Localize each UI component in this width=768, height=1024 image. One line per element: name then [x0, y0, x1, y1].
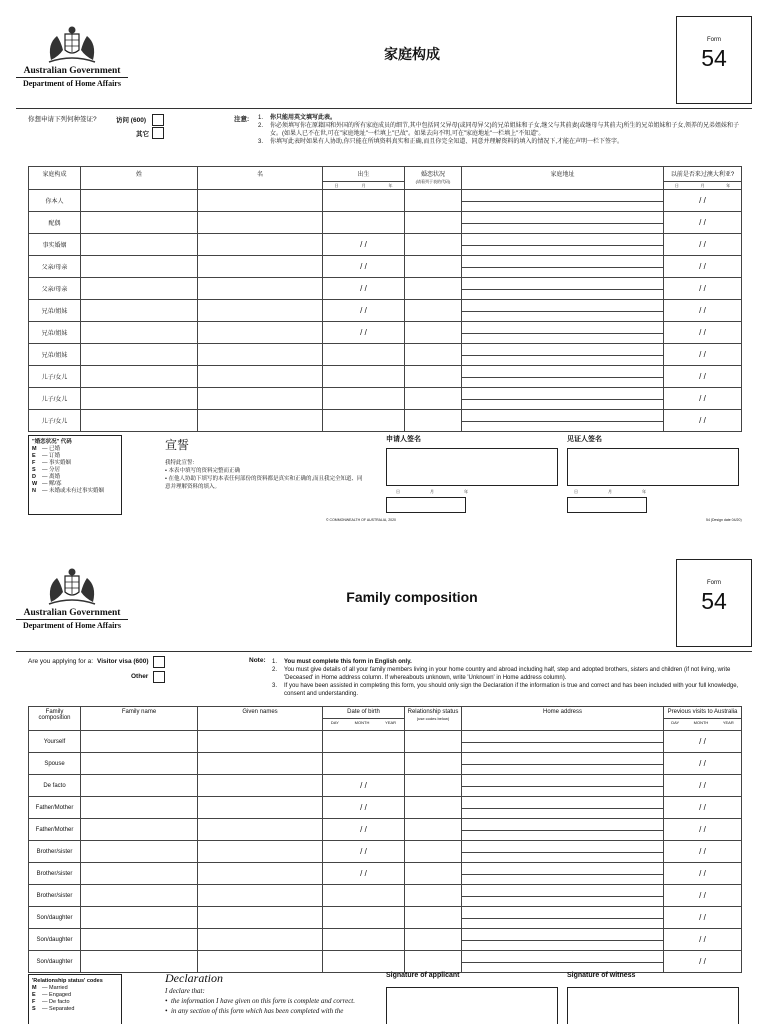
- zh-declaration: 宣誓 我特此宣誓: • 本表中填写的资料完整而正确 • 在他人协助下填写的本表任何部份的资料都是真实和正确的,而且我完全知道、同意并理解资料的填入。: [165, 436, 365, 491]
- visits-cell[interactable]: / /: [664, 256, 742, 278]
- dob-cell[interactable]: [323, 212, 405, 234]
- col-given-names: Given names: [198, 707, 323, 731]
- family-name-cell[interactable]: [81, 300, 198, 322]
- rel-status-cell[interactable]: [405, 234, 462, 256]
- note-3: 你填写此表时如果有人协助,你只能在所填资料真实和正确,而且你完全知道、同意并理解资料的填入的情况下,才能在声明一栏下签字。: [270, 139, 624, 145]
- family-name-cell[interactable]: [81, 731, 198, 753]
- home-address-cell[interactable]: [462, 388, 664, 410]
- home-address-cell[interactable]: [462, 863, 664, 885]
- col-composition: 家庭构成: [29, 167, 81, 190]
- table-row: [29, 863, 742, 885]
- family-name-cell[interactable]: [81, 841, 198, 863]
- table-row: [29, 410, 742, 432]
- department-name: Department of Home Affairs: [23, 621, 121, 630]
- col-given-names: 名: [198, 167, 323, 190]
- rel-status-cell[interactable]: [405, 863, 462, 885]
- rel-status-cell[interactable]: [405, 753, 462, 775]
- col-composition: Family composition: [29, 707, 81, 731]
- given-names-cell[interactable]: [198, 753, 323, 775]
- zh-sig-witness-label: 见证人签名: [567, 436, 602, 443]
- note-1: You must complete this form in English only.: [284, 659, 412, 665]
- en-visitor-visa-checkbox[interactable]: [153, 656, 165, 668]
- rel-status-cell[interactable]: [405, 256, 462, 278]
- family-member-label: 兄弟/姐妹: [29, 300, 81, 322]
- visits-cell[interactable]: / /: [664, 410, 742, 432]
- zh-note-label: 注意:: [234, 116, 250, 123]
- rel-status-cell[interactable]: [405, 929, 462, 951]
- en-note-label: Note:: [249, 657, 266, 664]
- family-member-label: De facto: [29, 775, 81, 797]
- dob-cell[interactable]: [323, 410, 405, 432]
- rel-status-cell[interactable]: [405, 731, 462, 753]
- table-row: [29, 344, 742, 366]
- zh-family-table: [28, 166, 742, 432]
- dob-cell[interactable]: / /: [323, 256, 405, 278]
- zh-option-other-label: 其它: [136, 131, 149, 138]
- department-name: Department of Home Affairs: [23, 79, 121, 88]
- zh-applicant-signature-field[interactable]: [386, 448, 558, 486]
- family-name-cell[interactable]: [81, 256, 198, 278]
- note-1: 你只能用英文填写此表。: [270, 115, 337, 121]
- rel-status-cell[interactable]: [405, 951, 462, 973]
- zh-form-number-box: [676, 16, 752, 104]
- en-top-rule: [16, 651, 752, 652]
- table-row: [29, 278, 742, 300]
- rel-status-cell[interactable]: [405, 190, 462, 212]
- table-row: [29, 753, 742, 775]
- home-address-cell[interactable]: [462, 344, 664, 366]
- given-names-cell[interactable]: [198, 797, 323, 819]
- dob-cell[interactable]: / /: [323, 322, 405, 344]
- en-sig-witness-label: Signature of witness: [567, 972, 636, 979]
- codes-heading: 'Relationship status' codes: [32, 978, 103, 984]
- note-3: If you have been assisted in completing this form, you should only sign the Declaration if the information is true and correct and has been included with your full knowledge, consent and understanding.: [284, 683, 739, 697]
- home-address-cell[interactable]: [462, 907, 664, 929]
- zh-codes-box: "婚恋状况" 代码 M — 已婚 E — 订婚 F — 事实婚姻 S — 分居 D — 离婚 W — 鳏/寡 N — 未婚或未有过事实婚姻: [28, 435, 122, 515]
- dob-cell[interactable]: / /: [323, 863, 405, 885]
- dob-cell[interactable]: [323, 907, 405, 929]
- given-names-cell[interactable]: [198, 322, 323, 344]
- form-label: Form: [707, 37, 721, 43]
- dob-cell[interactable]: / /: [323, 841, 405, 863]
- rel-status-cell[interactable]: [405, 366, 462, 388]
- family-name-cell[interactable]: [81, 344, 198, 366]
- en-other-visa-checkbox[interactable]: [153, 671, 165, 683]
- given-names-cell[interactable]: [198, 731, 323, 753]
- visits-cell[interactable]: / /: [664, 753, 742, 775]
- table-row: [29, 212, 742, 234]
- dob-cell[interactable]: [323, 753, 405, 775]
- rel-status-cell[interactable]: [405, 344, 462, 366]
- table-row: [29, 366, 742, 388]
- col-visits: 以前是否来过澳大利亚? 日 月 年: [664, 167, 742, 190]
- rel-status-cell[interactable]: [405, 885, 462, 907]
- zh-witness-signature-field[interactable]: [567, 448, 739, 486]
- zh-notes: 1. 你只能用英文填写此表。 2. 你必须填写你在原籍国和外国的所有家庭成员的细节,其中包括同父异母(或同母异父)的兄弟姐妹和子女,继父与其前妻(或继母与其前夫)所生的兄弟姐妹和子女,领养的兄弟姐妹和子女。(如果人已不在世,可在"家庭地址"一栏填上"已故"。如果去向不明,可在"家庭地址"一栏填上"不知道"。 3. 你填写此表时如果有人协助,你只能在所填资料真实和正确,而且你完全知道、同意并理解资料的填入的情况下,才能在声明一栏下签字。: [258, 114, 748, 146]
- rel-status-cell[interactable]: [405, 819, 462, 841]
- family-name-cell[interactable]: [81, 819, 198, 841]
- en-applicant-signature-field[interactable]: [386, 987, 558, 1024]
- visits-cell[interactable]: / /: [664, 841, 742, 863]
- form-number: 54: [701, 45, 727, 71]
- note-2: 你必须填写你在原籍国和外国的所有家庭成员的细节,其中包括同父异母(或同母异父)的兄弟姐妹和子女,继父与其前妻(或继母与其前夫)所生的兄弟姐妹和子女,领养的兄弟姐妹和子女。(如果人已不在世,可在"家庭地址"一栏填上"已故"。如果去向不明,可在"家庭地址"一栏填上"不知道"。: [270, 123, 739, 137]
- given-names-cell[interactable]: [198, 863, 323, 885]
- zh-option-visitor-label: 访问 (600): [116, 117, 146, 124]
- home-address-cell[interactable]: [462, 190, 664, 212]
- given-names-cell[interactable]: [198, 819, 323, 841]
- family-name-cell[interactable]: [81, 753, 198, 775]
- table-row: [29, 322, 742, 344]
- family-member-label: Son/daughter: [29, 907, 81, 929]
- rel-status-cell[interactable]: [405, 388, 462, 410]
- family-name-cell[interactable]: [81, 410, 198, 432]
- dob-cell[interactable]: / /: [323, 775, 405, 797]
- given-names-cell[interactable]: [198, 212, 323, 234]
- visits-cell[interactable]: / /: [664, 322, 742, 344]
- dob-cell[interactable]: [323, 951, 405, 973]
- home-address-cell[interactable]: [462, 841, 664, 863]
- family-member-label: 儿子/女儿: [29, 410, 81, 432]
- home-address-cell[interactable]: [462, 410, 664, 432]
- home-address-cell[interactable]: [462, 951, 664, 973]
- declaration-heading: Declaration: [165, 971, 223, 985]
- family-name-cell[interactable]: [81, 190, 198, 212]
- dob-cell[interactable]: / /: [323, 278, 405, 300]
- dob-cell[interactable]: [323, 190, 405, 212]
- home-address-cell[interactable]: [462, 300, 664, 322]
- given-names-cell[interactable]: [198, 907, 323, 929]
- family-name-cell[interactable]: [81, 388, 198, 410]
- visits-cell[interactable]: / /: [664, 929, 742, 951]
- home-address-cell[interactable]: [462, 819, 664, 841]
- family-member-label: Spouse: [29, 753, 81, 775]
- given-names-cell[interactable]: [198, 344, 323, 366]
- rel-status-cell[interactable]: [405, 300, 462, 322]
- rel-status-cell[interactable]: [405, 775, 462, 797]
- table-row: [29, 731, 742, 753]
- home-address-cell[interactable]: [462, 753, 664, 775]
- dob-cell[interactable]: / /: [323, 797, 405, 819]
- dob-cell[interactable]: [323, 731, 405, 753]
- given-names-cell[interactable]: [198, 775, 323, 797]
- zh-visitor-visa-checkbox[interactable]: [152, 114, 164, 126]
- table-row: [29, 819, 742, 841]
- en-notes: 1. You must complete this form in English only. 2. You must give details of all your family members living in your home country and abroad including half, step and adopted brothers, sisters and children (if not living, write 'Deceased' in Home address column. If whereabouts unknown, write 'Unknown' in Home address column). 3. If you have been assisted in completing this form, you should only sign the Declaration if the information is true and correct and has been included with your full knowledge, consent and understanding.: [272, 658, 742, 698]
- table-row: [29, 775, 742, 797]
- family-member-label: Yourself: [29, 731, 81, 753]
- home-address-cell[interactable]: [462, 731, 664, 753]
- en-witness-signature-field[interactable]: [567, 987, 739, 1024]
- rel-status-cell[interactable]: [405, 278, 462, 300]
- form-number: 54: [701, 588, 727, 614]
- family-name-cell[interactable]: [81, 863, 198, 885]
- table-row: [29, 929, 742, 951]
- home-address-cell[interactable]: [462, 885, 664, 907]
- family-member-label: 你本人: [29, 190, 81, 212]
- family-name-cell[interactable]: [81, 366, 198, 388]
- zh-form-title: 家庭构成: [384, 46, 440, 62]
- table-row: [29, 300, 742, 322]
- table-row: [29, 951, 742, 973]
- family-name-cell[interactable]: [81, 929, 198, 951]
- table-row: [29, 234, 742, 256]
- en-declaration: Declaration I declare that: • the information I have given on this form is complete and correct. • in any section of this form which has been completed with the: [165, 971, 380, 1016]
- family-member-label: 儿子/女儿: [29, 388, 81, 410]
- home-address-cell[interactable]: [462, 775, 664, 797]
- zh-sig-applicant-label: 申请人签名: [386, 436, 421, 443]
- family-member-label: Son/daughter: [29, 951, 81, 973]
- zh-logo: [16, 24, 128, 88]
- family-member-label: 父亲/母亲: [29, 278, 81, 300]
- zh-witness-date-field[interactable]: [567, 497, 647, 513]
- visits-cell[interactable]: / /: [664, 344, 742, 366]
- zh-applicant-date-field[interactable]: [386, 497, 466, 513]
- dob-cell[interactable]: [323, 388, 405, 410]
- col-family-name: 姓: [81, 167, 198, 190]
- home-address-cell[interactable]: [462, 212, 664, 234]
- family-name-cell[interactable]: [81, 212, 198, 234]
- table-row: [29, 841, 742, 863]
- col-dob: Date of birth DAY MONTH YEAR: [323, 707, 405, 731]
- family-member-label: Brother/sister: [29, 863, 81, 885]
- visits-cell[interactable]: / /: [664, 388, 742, 410]
- form-label: Form: [707, 580, 721, 586]
- family-name-cell[interactable]: [81, 234, 198, 256]
- dob-cell[interactable]: [323, 344, 405, 366]
- col-rel-status: Relationship status (use codes below): [405, 707, 462, 731]
- family-member-label: 事实婚姻: [29, 234, 81, 256]
- dob-cell[interactable]: [323, 366, 405, 388]
- home-address-cell[interactable]: [462, 256, 664, 278]
- visits-cell[interactable]: / /: [664, 234, 742, 256]
- visits-cell[interactable]: / /: [664, 731, 742, 753]
- family-name-cell[interactable]: [81, 907, 198, 929]
- given-names-cell[interactable]: [198, 234, 323, 256]
- dob-cell[interactable]: / /: [323, 300, 405, 322]
- zh-top-rule: [16, 108, 752, 109]
- given-names-cell[interactable]: [198, 410, 323, 432]
- col-rel-status: 婚恋状况 (请看列于表的代码): [405, 167, 462, 190]
- en-form-title: Family composition: [346, 589, 478, 605]
- table-row: [29, 190, 742, 212]
- home-address-cell[interactable]: [462, 366, 664, 388]
- visits-cell[interactable]: / /: [664, 819, 742, 841]
- en-form-number-box: [676, 559, 752, 647]
- en-visa-question: Are you applying for a:: [28, 658, 94, 665]
- rel-status-cell[interactable]: [405, 410, 462, 432]
- family-member-label: Brother/sister: [29, 885, 81, 907]
- given-names-cell[interactable]: [198, 300, 323, 322]
- home-address-cell[interactable]: [462, 322, 664, 344]
- visits-cell[interactable]: / /: [664, 951, 742, 973]
- col-visits: Previous visits to Australia DAY MONTH YEAR: [664, 707, 742, 731]
- visits-cell[interactable]: / /: [664, 885, 742, 907]
- given-names-cell[interactable]: [198, 190, 323, 212]
- visits-cell[interactable]: / /: [664, 366, 742, 388]
- given-names-cell[interactable]: [198, 366, 323, 388]
- family-name-cell[interactable]: [81, 278, 198, 300]
- declaration-heading: 宣誓: [165, 438, 190, 452]
- en-family-table: [28, 706, 742, 973]
- table-row: [29, 256, 742, 278]
- government-name: Australian Government: [23, 608, 121, 618]
- col-address: 家庭地址: [462, 167, 664, 190]
- family-name-cell[interactable]: [81, 797, 198, 819]
- visits-cell[interactable]: / /: [664, 300, 742, 322]
- family-member-label: 兄弟/姐妹: [29, 322, 81, 344]
- coat-of-arms-icon: [43, 566, 101, 606]
- dob-cell[interactable]: / /: [323, 819, 405, 841]
- en-option-visitor-label: Visitor visa (600): [97, 658, 149, 665]
- col-dob: 出生 日 月 年: [323, 167, 405, 190]
- rel-status-cell[interactable]: [405, 841, 462, 863]
- en-logo: [16, 566, 128, 630]
- en-sig-applicant-label: Signature of applicant: [386, 972, 460, 979]
- family-member-label: 配偶: [29, 212, 81, 234]
- codes-heading: "婚恋状况" 代码: [32, 439, 72, 445]
- visits-cell[interactable]: / /: [664, 775, 742, 797]
- government-name: Australian Government: [23, 66, 121, 76]
- table-row: [29, 907, 742, 929]
- given-names-cell[interactable]: [198, 929, 323, 951]
- given-names-cell[interactable]: [198, 951, 323, 973]
- visits-cell[interactable]: / /: [664, 278, 742, 300]
- zh-visa-question: 你想申请下列何种签证?: [28, 116, 97, 123]
- rel-status-cell[interactable]: [405, 212, 462, 234]
- col-family-name: Family name: [81, 707, 198, 731]
- family-member-label: 兄弟/姐妹: [29, 344, 81, 366]
- family-member-label: Brother/sister: [29, 841, 81, 863]
- rel-status-cell[interactable]: [405, 797, 462, 819]
- given-names-cell[interactable]: [198, 388, 323, 410]
- rel-status-cell[interactable]: [405, 907, 462, 929]
- home-address-cell[interactable]: [462, 797, 664, 819]
- zh-other-visa-checkbox[interactable]: [152, 127, 164, 139]
- given-names-cell[interactable]: [198, 256, 323, 278]
- rel-status-cell[interactable]: [405, 322, 462, 344]
- visits-cell[interactable]: / /: [664, 907, 742, 929]
- family-member-label: Father/Mother: [29, 797, 81, 819]
- dob-cell[interactable]: / /: [323, 234, 405, 256]
- given-names-cell[interactable]: [198, 841, 323, 863]
- en-option-other-label: Other: [131, 673, 149, 680]
- home-address-cell[interactable]: [462, 278, 664, 300]
- dob-cell[interactable]: [323, 929, 405, 951]
- visits-cell[interactable]: / /: [664, 797, 742, 819]
- visits-cell[interactable]: / /: [664, 863, 742, 885]
- home-address-cell[interactable]: [462, 234, 664, 256]
- family-member-label: 父亲/母亲: [29, 256, 81, 278]
- dob-cell[interactable]: [323, 885, 405, 907]
- col-address: Home address: [462, 707, 664, 731]
- visits-cell[interactable]: / /: [664, 212, 742, 234]
- family-member-label: 儿子/女儿: [29, 366, 81, 388]
- family-member-label: Father/Mother: [29, 819, 81, 841]
- note-2: You must give details of all your family members living in your home country and abroad including half, step and adopted brothers, sisters and children (if not living, write 'Deceased' in Home address column. If whereabouts unknown, write 'Unknown' in Home address column).: [284, 667, 731, 681]
- family-name-cell[interactable]: [81, 885, 198, 907]
- visits-cell[interactable]: / /: [664, 190, 742, 212]
- given-names-cell[interactable]: [198, 885, 323, 907]
- coat-of-arms-icon: [43, 24, 101, 64]
- zh-design-date: 54 (Design date 04/20): [706, 518, 742, 522]
- family-name-cell[interactable]: [81, 951, 198, 973]
- table-row: [29, 885, 742, 907]
- table-row: [29, 797, 742, 819]
- en-codes-box: 'Relationship status' codes M — Married E — Engaged F — De facto S — Separated: [28, 974, 122, 1024]
- given-names-cell[interactable]: [198, 278, 323, 300]
- zh-copyright: © COMMONWEALTH OF AUSTRALIA, 2020: [326, 518, 396, 522]
- family-member-label: Son/daughter: [29, 929, 81, 951]
- family-name-cell[interactable]: [81, 775, 198, 797]
- table-row: [29, 388, 742, 410]
- family-name-cell[interactable]: [81, 322, 198, 344]
- home-address-cell[interactable]: [462, 929, 664, 951]
